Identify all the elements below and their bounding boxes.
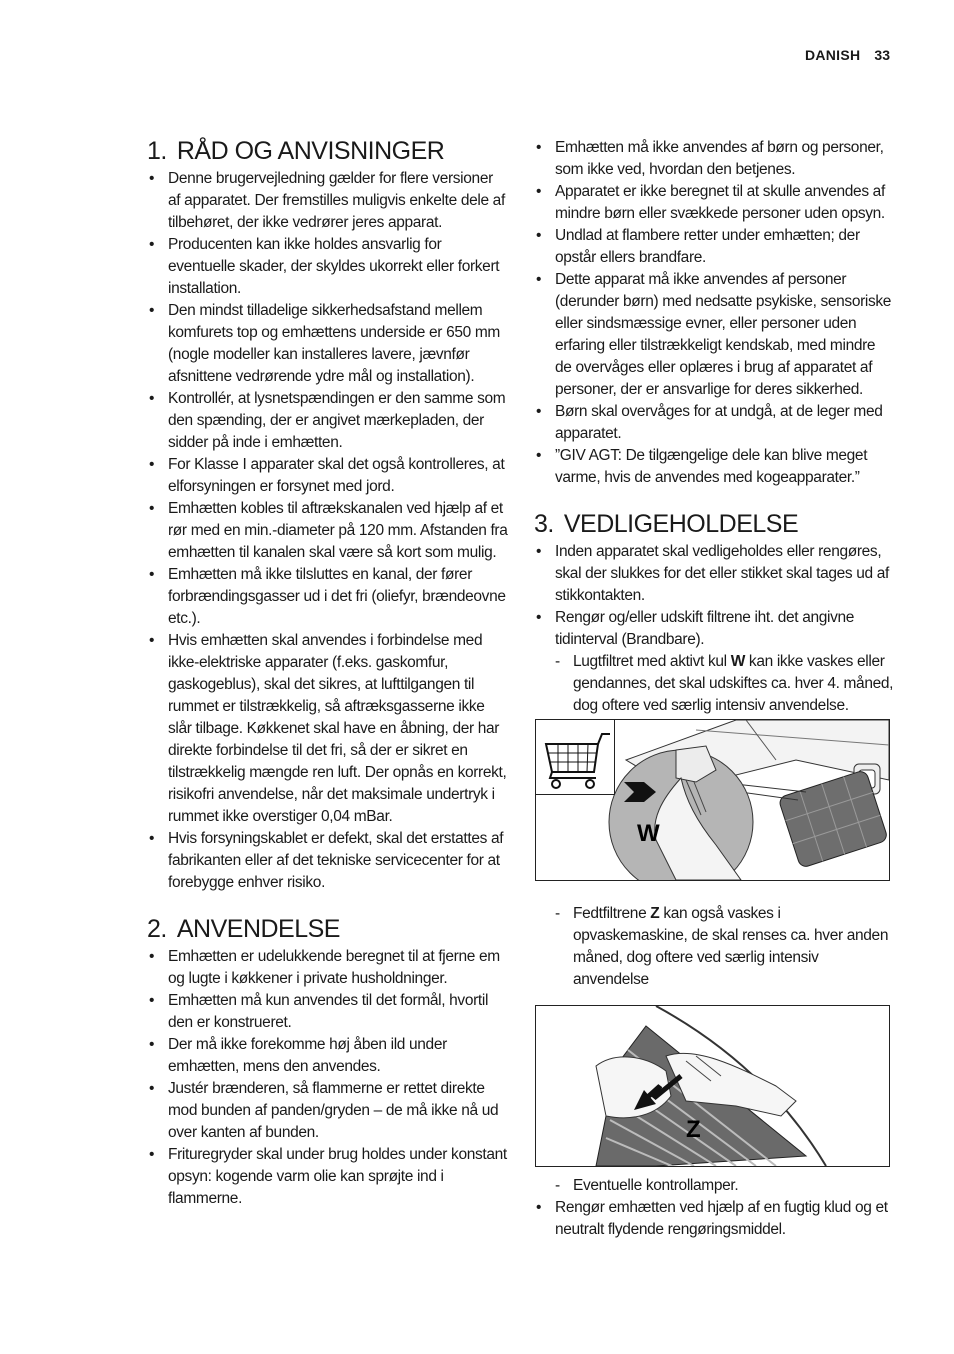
left-column [148,136,508,1210]
list-item: • Der må ikke forekomme høj åben ild under emhætten, mens den anvendes. [148,1034,508,1078]
list-item: • Producenten kan ikke holdes ansvarlig for eventuelle skader, der skyldes ukorrekt eller forkert installation. [148,234,508,300]
section-2-title: ANVENDELSE [176,915,340,943]
section-1-heading [147,136,508,166]
filter-z-code: Z [650,905,660,922]
page-header [805,47,890,63]
section-2-heading [147,914,508,944]
list-item: • Emhætten må ikke tilsluttes en kanal, der fører forbrændingsgasser ud i det fri (oliefyr, brændeovne etc.). [148,564,508,630]
section-3-heading [534,509,895,539]
list-item: • Justér brænderen, så flammerne er rettet direkte mod bunden af panden/gryden – de må ikke nå ud over kanten af bunden. [148,1078,508,1144]
section-2-list-continued [535,137,895,489]
shopping-cart-icon [536,720,615,795]
filter-w-code: W [730,653,745,670]
list-item: • Børn skal overvåges for at undgå, at de leger med apparatet. [535,401,895,445]
figure-z-label: Z [686,1116,701,1143]
list-item: • Rengør emhætten ved hjælp af en fugtig klud og et neutralt flydende rengøringsmiddel. [535,1197,895,1241]
list-item: • Frituregryder skal under brug holdes under konstant opsyn: kogende varm olie kan sprøjte ind i flammerne. [148,1144,508,1210]
list-item: • Dette apparat må ikke anvendes af personer (derunder børn) med nedsatte psykiske, sensoriske eller sindsmæssige evner, eller personer uden erfaring eller tilstrækkeligt kendskab, med mindre de overvåges eller oplæres i brug af apparatet af personer, der er ansvarlige for deres sikkerhed. [535,269,895,401]
charcoal-filter-illustration [535,719,890,881]
list-item: • For Klasse I apparater skal det også kontrolleres, at elforsyningen er forsynet med jord. [148,454,508,498]
page-number: 33 [874,47,890,63]
list-item: • Hvis forsyningskablet er defekt, skal det erstattes af fabrikanten eller af det tekniske servicecenter for at forebygge enhver risiko. [148,828,508,894]
grease-filter-drawing [536,1006,889,1166]
list-item: • Inden apparatet skal vedligeholdes eller rengøres, skal der slukkes for det eller stikket skal tages ud af stikkontakten. [535,541,895,607]
section-3-title: VEDLIGEHOLDELSE [563,510,799,538]
list-item: • Den mindst tilladelige sikkerhedsafstand mellem komfurets top og emhættens underside er 650 mm (nogle modeller kan installeres lavere, jævnfør afsnittene vedrørende ydre mål og installation). [148,300,508,388]
list-item: • ”GIV AGT: De tilgængelige dele kan blive meget varme, hvis de anvendes med kogeapparater.” [535,445,895,489]
list-item: • Denne brugervejledning gælder for flere versioner af apparatet. Der fremstilles muligvis enkelte dele af tilbehøret, der ikke vedrører jeres apparat. [148,168,508,234]
list-item: • Emhætten kobles til aftrækskanalen ved hjælp af et rør med en min.-diameter på 120 mm. Afstanden fra emhætten til kanalen skal være så kort som mulig. [148,498,508,564]
list-item: • Undlad at flambere retter under emhætten; der opstår ellers brandfare. [535,225,895,269]
filter-sublist-2 [535,903,895,991]
list-item: • Kontrollér, at lysnetspændingen er den samme som den spænding, der er angivet mærkepladen, der sidder på inde i emhætten. [148,388,508,454]
list-item: • Emhætten må kun anvendes til det formål, hvortil den er konstrueret. [148,990,508,1034]
list-item-control-lamps: - Eventuelle kontrollamper. [553,1175,895,1197]
list-item-grease-filter: - Fedtfiltrene Z kan også vaskes i opvaskemaskine, de skal renses ca. hver anden måned, dog oftere ved særlig intensiv anvendelse [553,903,895,991]
list-item: • Emhætten må ikke anvendes af børn og personer, som ikke ved, hvordan den betjenes. [535,137,895,181]
list-item-charcoal-filter: - Lugtfiltret med aktivt kul W kan ikke vaskes eller gendannes, det skal udskiftes ca. hver 4. måned, dog oftere ved særlig intensiv anvendelse. [553,651,895,717]
list-item: • Hvis emhætten skal anvendes i forbindelse med ikke-elektriske apparater (f.eks. gaskomfur, gaskogeblus), skal det sikres, at lufttilgangen til rummet er tilstrækkelig, så aftræksgasserne ikke slår tilbage. Køkkenet skal have en åbning, der har direkte forbindelse til det fri, så der er sikret en tilstrækkelig mængde ren luft. Der opnås en korrekt, risikofri anvendelse, når det maksimale undertryk i rummet ikke overstiger 0,04 mBar. [148,630,508,828]
section-3-number: 3. [534,510,554,538]
list-item-text: Rengør og/eller udskift filtrene iht. det angivne tidinterval (Brandbare). [555,609,855,648]
section-3-list-end [535,1197,895,1241]
section-3-list [535,541,895,651]
list-item [535,607,895,651]
section-1-list [148,168,508,894]
figure-w-label: W [637,820,660,847]
section-2-number: 2. [147,915,167,943]
filter-sublist [535,651,895,717]
list-item: • Emhætten er udelukkende beregnet til at fjerne em og lugte i køkkener i private husholdninger. [148,946,508,990]
language-label: DANISH [804,47,861,63]
list-item: • Apparatet er ikke beregnet til at skulle anvendes af mindre børn eller svækkede personer uden opsyn. [535,181,895,225]
filter-sublist-3 [535,1175,895,1197]
grease-filter-illustration [535,1005,890,1167]
right-column [535,137,895,1241]
section-1-title: RÅD OG ANVISNINGER [176,137,445,165]
section-1-number: 1. [147,137,167,165]
section-2-list [148,946,508,1210]
